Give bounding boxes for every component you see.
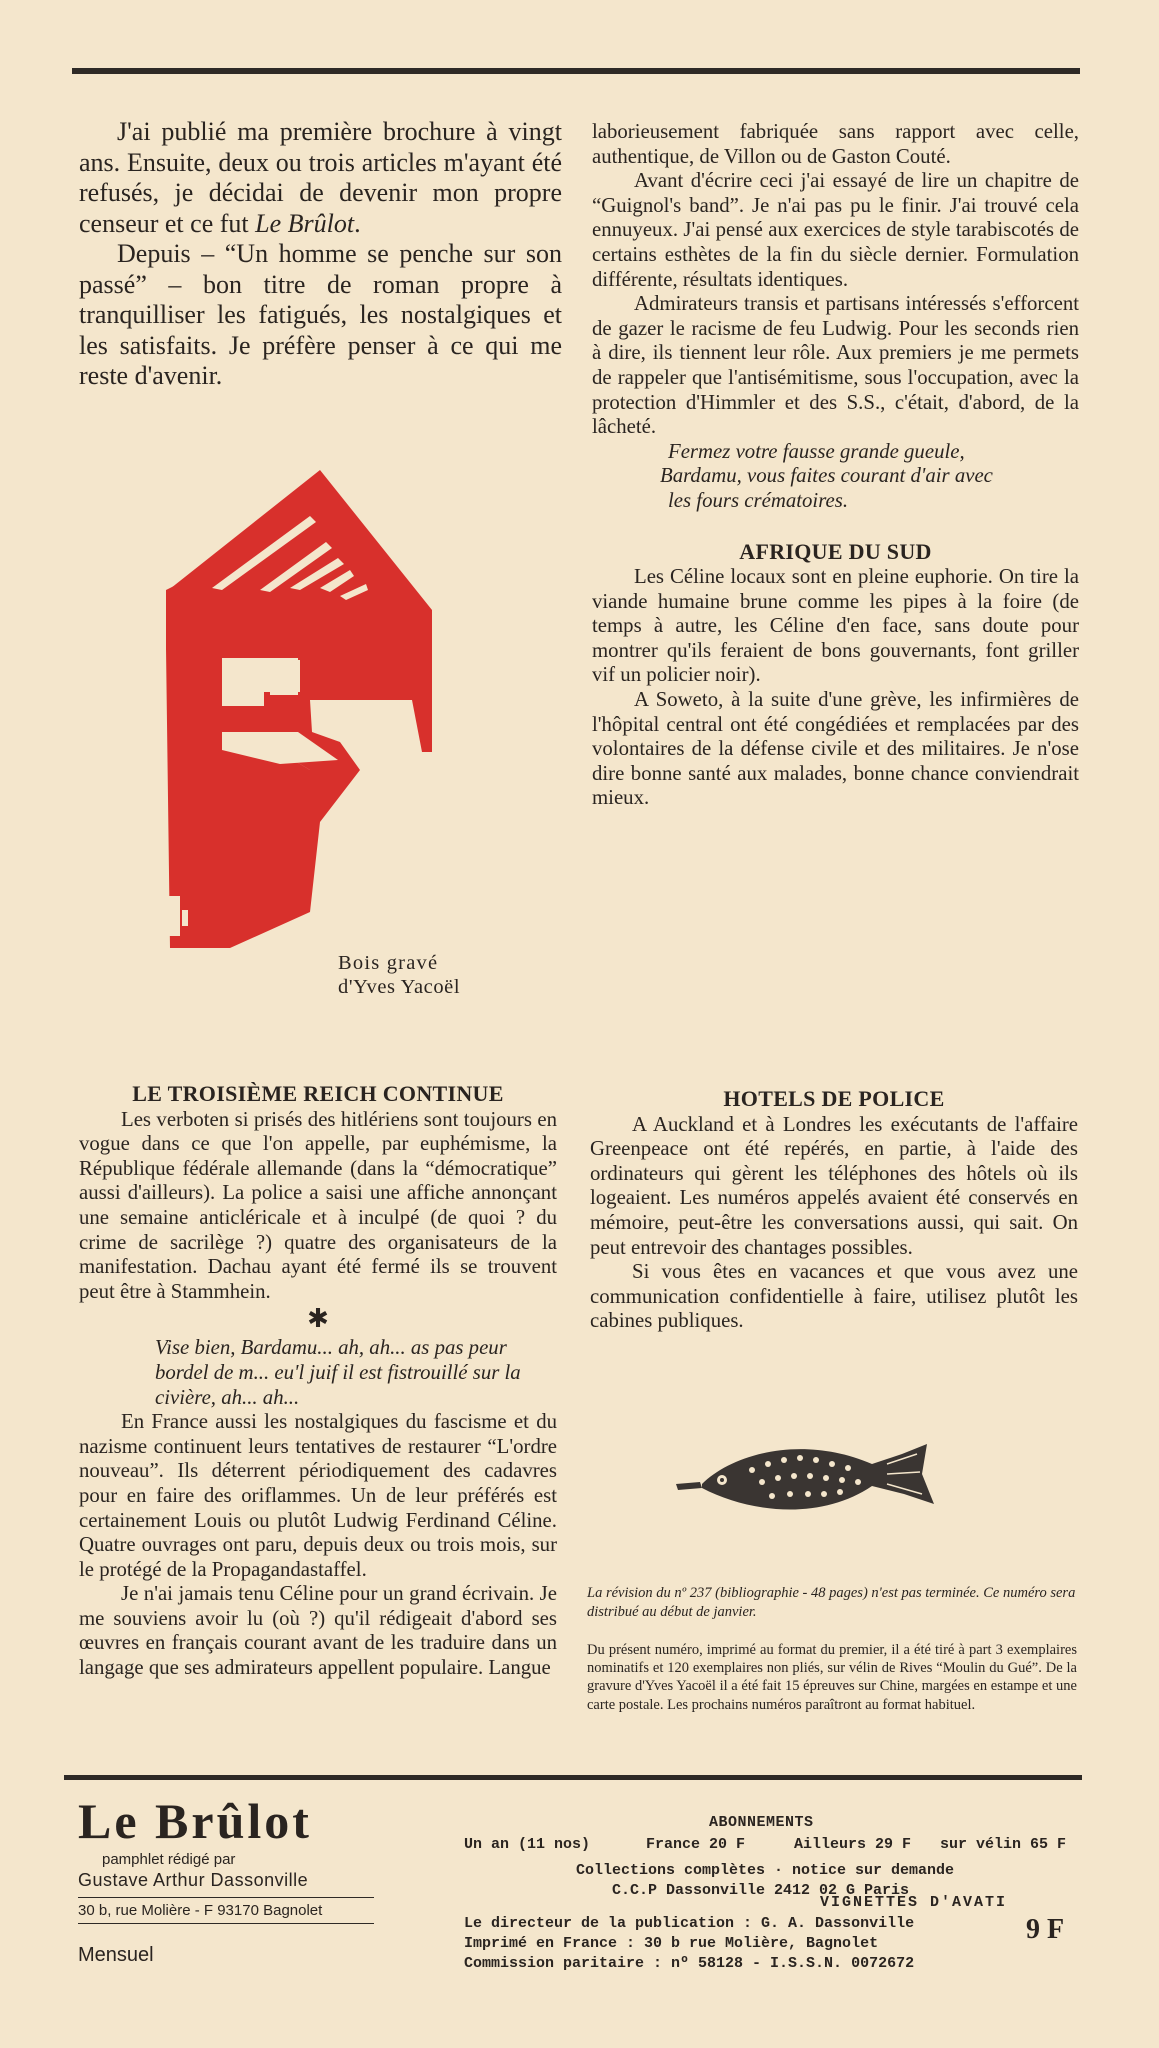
intro-text: [79, 117, 562, 392]
afrique-heading: AFRIQUE DU SUD: [739, 538, 932, 564]
commission-line: Commission paritaire : nº 58128 - I.S.S.N. 0072672: [464, 1955, 915, 1972]
period-label: Un an (11 nos): [464, 1836, 591, 1853]
afrique-paragraph-1: Les Céline locaux sont en pleine euphorie. On tire la viande humaine brune comme les pipes à la foire (de temps à autre, les Céline d'en face, sans doute pour montrer qu'ils feraient de bons gouvernants, font griller vif un policier noir).: [592, 565, 1079, 687]
masthead-title: Le Brûlot: [78, 1793, 312, 1849]
right-paragraph-1: laborieusement fabriquée sans rapport avec celle, authentique, de Villon ou de Gaston Couté.: [592, 120, 1079, 168]
publication-info: [464, 1914, 984, 1974]
revision-note: La révision du nº 237 (bibliographie - 48 pages) n'est pas terminée. Ce numéro sera distribué au début de janvier.: [587, 1585, 1076, 1620]
celine-quote-1: Fermez votre fausse grande gueule, Bardamu, vous faites courant d'air avec les fours crématoires.: [660, 439, 993, 512]
fish-icon: [672, 1424, 972, 1524]
reich-paragraph-3: Je n'ai jamais tenu Céline pour un grand écrivain. Je me souviens avoir lu (où ?) qu'il rédigeait d'abord ses œuvres en français courant avant de les traduire dans un langage que ses admirateurs appellent populaire. Langue: [79, 1582, 557, 1680]
masthead: [78, 1795, 378, 1967]
ccp-line: C.C.P Dassonville 2412 02 G Paris: [612, 1882, 910, 1899]
price-velin: sur vélin 65 F: [940, 1836, 1067, 1853]
caption-line-2: d'Yves Yacoël: [338, 976, 461, 998]
vignettes-credit: VIGNETTES D'AVATI: [820, 1894, 1008, 1911]
issue-price: 9 F: [1026, 1914, 1065, 1945]
woodcut-caption: [338, 951, 498, 999]
hotels-heading: HOTELS DE POLICE: [723, 1086, 945, 1111]
masthead-author: Gustave Arthur Dassonville: [78, 1870, 309, 1890]
hotels-section: [590, 1087, 1078, 1334]
reich-paragraph-2: En France aussi les nostalgiques du fascisme et du nazisme continuent leurs tentatives de restaurer “L'ordre nouveau”. Ils déterrent périodiquement des cadavres pour en faire des oriflammes. Un de leur préférés est certainement Louis ou plutôt Ludwig Ferdinand Céline. Quatre ouvrages ont paru, depuis deux ou trois mois, sur le protégé de la Propagandastaffel.: [79, 1410, 557, 1581]
right-paragraph-3: Admirateurs transis et partisans intéressés s'efforcent de gazer le racisme de feu Ludwig. Pour les seconds rien à dire, ils tiennent leur rôle. Aux premiers je me permets de rappeler que l'antisémitisme, sous l'occupation, avec la protection d'Himmler et des S.S., c'était, d'abord, de la lâcheté.: [592, 292, 1079, 439]
red-house-woodcut-icon: [160, 470, 440, 950]
subscriptions-title: ABONNEMENTS: [709, 1814, 814, 1831]
masthead-frequency: Mensuel: [78, 1944, 154, 1966]
hotels-paragraph-2: Si vous êtes en vacances et que vous avez une communication confidentielle à faire, utilisez plutôt les cabines publiques.: [590, 1260, 1078, 1333]
right-paragraph-2: Avant d'écrire ceci j'ai essayé de lire un chapitre de “Guignol's band”. Je n'ai pas pu le finir. J'ai trouvé cela ennuyeux. J'ai pensé aux exercices de style tarabiscotés de certains esthètes de la fin du siècle dernier. Formulation différente, résultats identiques.: [592, 169, 1079, 291]
collections-line: Collections complètes · notice sur demande: [576, 1862, 955, 1879]
printed-line: Imprimé en France : 30 b rue Molière, Bagnolet: [464, 1935, 879, 1952]
price-ailleurs: Ailleurs 29 F: [794, 1836, 912, 1853]
masthead-address: 30 b, rue Molière - F 93170 Bagnolet: [78, 1897, 374, 1924]
edition-note: Du présent numéro, imprimé au format du premier, il a été tiré à part 3 exemplaires nominatifs et 120 exemplaires non pliés, sur vélin de Rives “Moulin du Gué”. De la gravure d'Yves Yacoël il a été fait 15 épreuves sur Chine, margées en estampe et une carte postale. Les prochains numéros paraîtront au format habituel.: [587, 1642, 1077, 1713]
caption-line-1: Bois gravé: [338, 952, 439, 974]
intro-paragraph-2: Depuis – “Un homme se penche sur son passé” – bon titre de roman propre à tranquilliser les fatigués, les nostalgiques et les satisfaits. Je préfère penser à ce qui me reste d'avenir.: [79, 239, 562, 390]
intro-paragraph-1: J'ai publié ma première brochure à vingt ans. Ensuite, deux ou trois articles m'ayant été refusés, je décidai de devenir mon propre censeur et ce fut Le Brûlot.: [79, 117, 562, 238]
celine-quote-2: Vise bien, Bardamu... ah, ah... as pas peur bordel de m... eu'l juif il est fistrouillé sur la civière, ah... ah...: [155, 1336, 521, 1409]
bottom-rule: [64, 1775, 1082, 1780]
afrique-paragraph-2: A Soweto, à la suite d'une grève, les infirmières de l'hôpital central ont été congédiées et remplacées par des volontaires de la défense civile et des militaires. Je n'ose dire bonne santé aux malades, bonne chance conviendrait mieux.: [592, 688, 1079, 810]
masthead-subtitle: pamphlet rédigé par: [102, 1851, 236, 1868]
hotels-paragraph-1: A Auckland et à Londres les exécutants de l'affaire Greenpeace ont été repérés, en partie, à l'aide des ordinateurs qui gèrent les téléphones des hôtels où ils logeaient. Les numéros appelés avaient été conservés en mémoire, peut-être les conversations aussi, qui sait. On peut entrevoir des chantages possibles.: [590, 1112, 1078, 1259]
price-france: France 20 F: [646, 1836, 746, 1853]
reich-paragraph-1: Les verboten si prisés des hitlériens sont toujours en vogue dans ce que l'on appelle, par euphémisme, la République fédérale allemande (dans la “démocratique” aussi d'ailleurs). La police a saisi une affiche annonçant une semaine anticléricale et à inculpé (de quoi ? du crime de sacrilège ?) quatre des organisateurs de la manifestation. Dachau ayant été fermé ils se trouvent peut être à Stammhein.: [79, 1107, 557, 1303]
top-rule: [72, 68, 1080, 74]
asterisk-divider: ✱: [307, 1304, 329, 1334]
reich-heading: LE TROISIÈME REICH CONTINUE: [132, 1081, 504, 1106]
right-column-top: [592, 120, 1079, 811]
reich-section: [79, 1082, 557, 1681]
director-line: Le directeur de la publication : G. A. Dassonville: [464, 1915, 915, 1932]
